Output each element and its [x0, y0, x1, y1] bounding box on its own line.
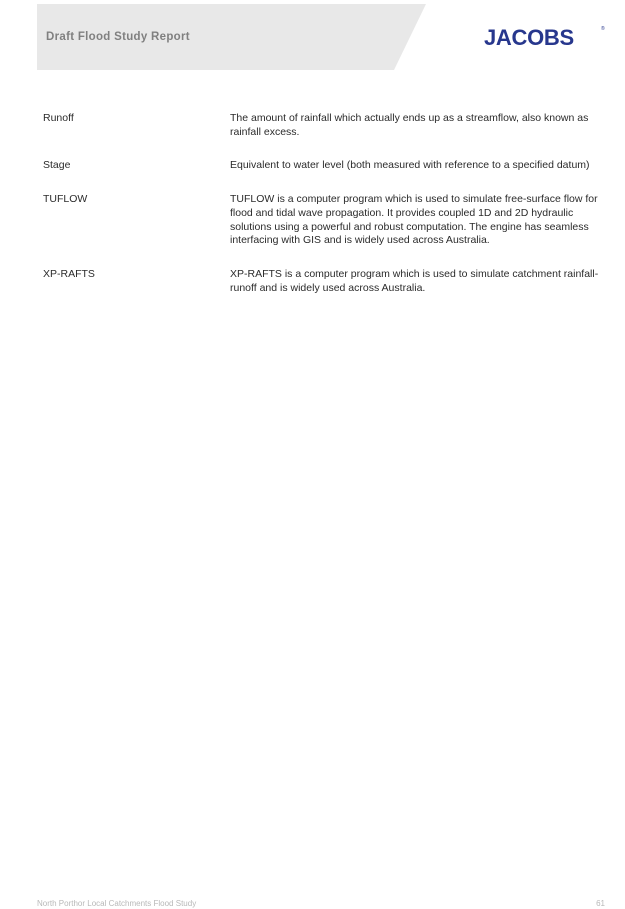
- footer-document-title: North Porthor Local Catchments Flood Study: [37, 899, 197, 908]
- glossary-entry: [43, 112, 613, 139]
- glossary-entry: [43, 193, 613, 248]
- jacobs-logo: [484, 25, 606, 51]
- glossary-definition: Equivalent to water level (both measured with reference to a specified datum): [230, 159, 590, 172]
- glossary-term: TUFLOW: [43, 193, 88, 206]
- glossary-term: Runoff: [43, 112, 74, 124]
- page-header: [37, 4, 427, 70]
- glossary-definition: The amount of rainfall which actually ends up as a streamflow, also known as rainfall excess.: [230, 112, 589, 138]
- footer-page-number: 61: [596, 899, 605, 908]
- glossary-table: [43, 112, 613, 295]
- glossary-entry: [43, 268, 613, 295]
- glossary-term: XP-RAFTS: [43, 267, 95, 280]
- glossary-term: Stage: [43, 159, 71, 172]
- glossary-definition: TUFLOW is a computer program which is used to simulate free-surface flow for flood and tidal wave propagation. It provides coupled 1D and 2D hydraulic solutions using a powerful and robust computation. The engine has seamless interfacing with GIS and is widely used across Australia.: [230, 193, 598, 247]
- report-title: Draft Flood Study Report: [46, 31, 190, 43]
- glossary-definition: XP-RAFTS is a computer program which is used to simulate catchment rainfall-runoff and is widely used across Australia.: [230, 267, 599, 294]
- logo-wordmark: JACOBS: [484, 25, 574, 50]
- registered-mark: ®: [601, 26, 605, 32]
- glossary-entry: [43, 159, 613, 173]
